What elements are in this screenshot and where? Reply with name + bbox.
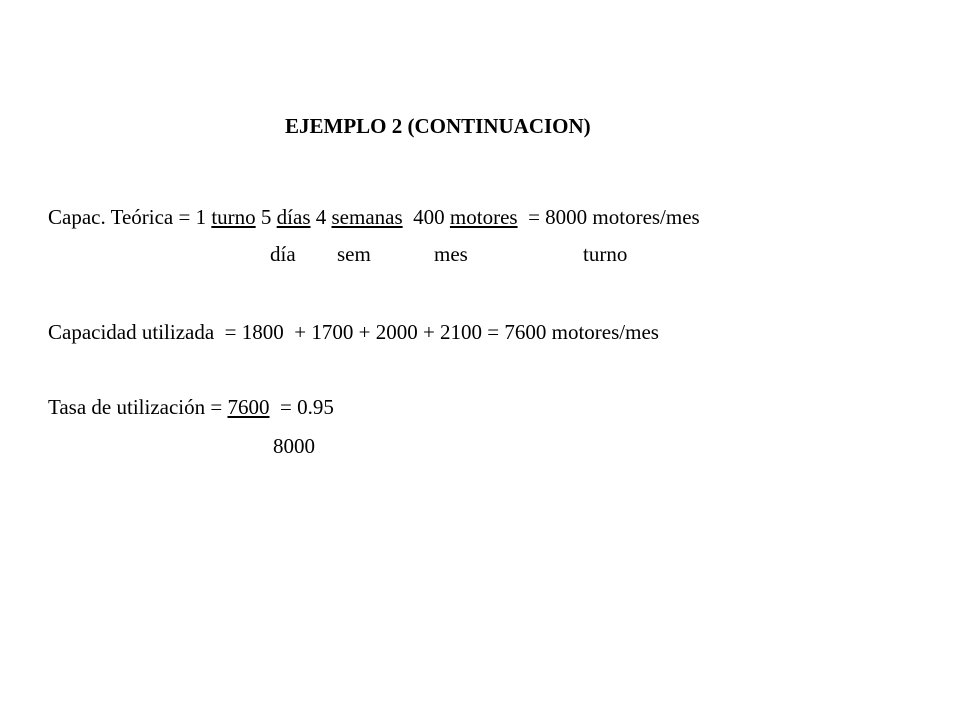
capacity-sep-3: 400	[402, 205, 450, 229]
rate-prefix: Tasa de utilización =	[48, 395, 228, 419]
slide-title: EJEMPLO 2 (CONTINUACION)	[285, 114, 591, 138]
capacity-dias: días	[276, 205, 311, 229]
denominator-turno: turno	[583, 242, 628, 266]
theoretical-capacity-line	[48, 205, 700, 229]
capacity-semanas: semanas	[331, 205, 403, 229]
denominator-mes: mes	[434, 242, 468, 266]
denominator-sem: sem	[337, 242, 371, 266]
rate-numerator: 7600	[227, 395, 270, 419]
utilized-capacity-line: Capacidad utilizada = 1800 + 1700 + 2000 + 2100 = 7600 motores/mes	[48, 320, 659, 344]
capacity-sep-2: 4	[310, 205, 332, 229]
denominator-dia: día	[270, 242, 296, 266]
capacity-suffix: = 8000 motores/mes	[517, 205, 700, 229]
capacity-prefix: Capac. Teórica = 1	[48, 205, 212, 229]
utilization-rate-line	[48, 395, 334, 419]
rate-suffix: = 0.95	[269, 395, 334, 419]
capacity-turno: turno	[211, 205, 256, 229]
capacity-sep-1: 5	[255, 205, 277, 229]
capacity-motores: motores	[449, 205, 518, 229]
rate-denominator: 8000	[273, 434, 315, 458]
